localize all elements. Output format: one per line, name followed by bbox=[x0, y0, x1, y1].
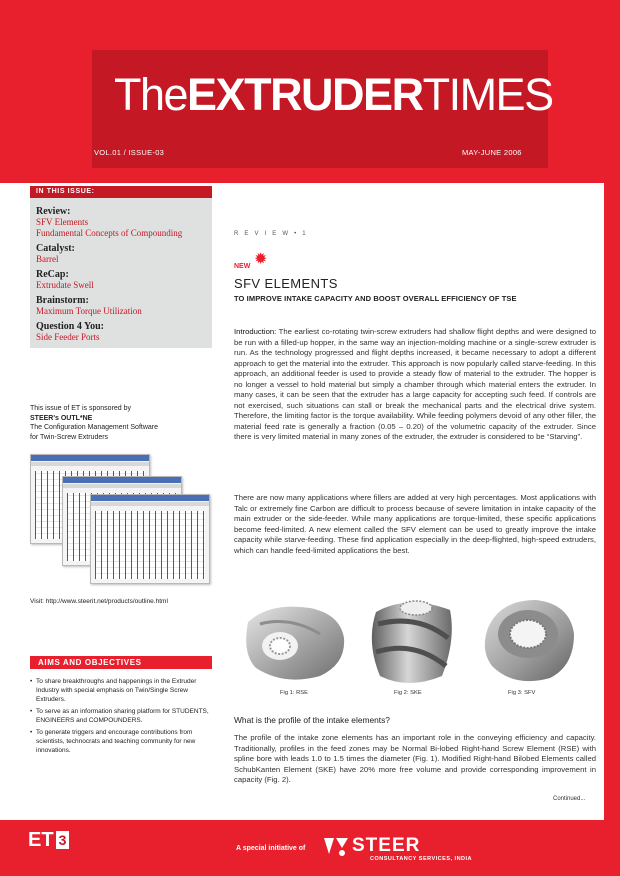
section-subheading: What is the profile of the intake elements? bbox=[234, 715, 390, 725]
ske-element-image bbox=[358, 594, 468, 686]
sponsor-url[interactable]: Visit: http://www.steerit.net/products/outline.html bbox=[30, 598, 168, 605]
article-subtitle: TO IMPROVE INTAKE CAPACITY AND BOOST OVERALL EFFICIENCY OF TSE bbox=[234, 294, 517, 303]
in-this-issue-heading: IN THIS ISSUE: bbox=[30, 186, 212, 198]
intro-paragraph: Introduction: The earliest co-rotating twin-screw extruders had shallow flight depths and were designed to be run with a filled-up hopper, in the same way an injection-molding machine or a single-screw extruder is run. As the technology progressed and flight depths increased, it became necessary to adopt a different approach to get the material into the extruder. This approach is now popularly called starve-feeding. In this approach, an additional feeder is used to provide a steady flow of material to the extruder. The hopper is no longer a vessel to hold material but simply a chamber through which material enters the extruder. In many cases, it can be seen that the extruder has a large capacity for accepting such feed. If controls are not exercised, such situations can stall or break the mechanical parts and the electrical drive system. Therefore, the limiting factor is the torque availability. While feeding polymers devoid of any other filler, the material feed rate is generally a fraction (0.05 – 0.20) of the volumetric capacity of the extruder. Since there is very limited material in many zones of the extruder, the extruder is considered to be “Starving”. bbox=[234, 327, 596, 441]
body-paragraph: There are now many applications where fillers are added at very high percentages. Most applications with Talc or extremely fine Carbon are difficult to process because of severe limitation in intake capacity of the main extruder or the side-feeder. While many applications are torque-limited, these specific applications become feed-limited. A new element called the SFV element can be used to greatly improve the intake capacity while starve-feeding. These find application especially in the deep-flighted, high-speed extruders, which can handle feed-limited applications the best. bbox=[234, 493, 596, 555]
right-red-strip bbox=[604, 183, 620, 820]
new-label: NEW bbox=[234, 263, 251, 270]
software-screenshot bbox=[90, 494, 210, 584]
footer-band bbox=[0, 820, 620, 876]
list-item: • To generate triggers and encourage contributions from scientists, technocrats and teaching community for new innovations. bbox=[30, 728, 212, 755]
steer-wordmark: STEER bbox=[352, 835, 421, 856]
issue-link[interactable]: Extrudate Swell bbox=[36, 280, 94, 290]
issue-link[interactable]: Fundamental Concepts of Compounding bbox=[36, 228, 183, 238]
in-this-issue-panel bbox=[30, 198, 212, 348]
issue-link[interactable]: SFV Elements bbox=[36, 217, 89, 227]
issue-link[interactable]: Side Feeder Ports bbox=[36, 332, 100, 342]
sfv-element-image bbox=[474, 594, 584, 686]
figure-caption: Fig 3: SFV bbox=[508, 690, 536, 696]
continued-label: Continued... bbox=[553, 796, 586, 802]
starburst-icon: ✹ bbox=[254, 251, 268, 268]
et-logo: ET 3 bbox=[28, 830, 69, 850]
figure-caption: Fig 1: RSE bbox=[280, 690, 309, 696]
issue-section-catalyst: Catalyst: Barrel bbox=[36, 243, 212, 265]
issue-section-recap: ReCap: Extrudate Swell bbox=[36, 269, 212, 291]
sponsor-brand: STEER's OUTL*NE bbox=[30, 414, 93, 422]
issue-date: MAY-JUNE 2006 bbox=[462, 148, 522, 157]
section-kicker: R E V I E W • 1 bbox=[234, 231, 308, 237]
initiative-text: A special initiative of bbox=[236, 845, 306, 852]
list-item: • To share breakthroughs and happenings in the Extruder Industry with special emphasis on Twin/Single Screw Extruders. bbox=[30, 677, 212, 704]
aims-list bbox=[30, 677, 212, 758]
software-screenshots bbox=[30, 454, 210, 586]
issue-section-review: Review: SFV Elements Fundamental Concepts of Compounding bbox=[36, 206, 212, 239]
issue-section-brainstorm: Brainstorm: Maximum Torque Utilization bbox=[36, 295, 212, 317]
article-title: SFV ELEMENTS bbox=[234, 276, 338, 291]
issue-section-question: Question 4 You: Side Feeder Ports bbox=[36, 321, 212, 343]
body-paragraph: The profile of the intake zone elements has an important role in the conveying efficiency and capacity. Traditionally, profiles in the feed zones may be Normal Bi-lobed Right-hand Screw Element (RSE) with spline bore with leads 1.0 to 1.5 times the diameter (Fig. 1). Modified Right-hand Bilobed Elements called SchubKanten Element (SKE) have 20% more free volume and provide corresponding improvement in capacity (Fig. 2). bbox=[234, 733, 596, 784]
issue-number: VOL.01 / ISSUE-03 bbox=[94, 148, 165, 157]
steer-logo-icon bbox=[322, 834, 350, 858]
company-subtitle: CONSULTANCY SERVICES, INDIA bbox=[370, 856, 473, 862]
list-item: • To serve as an information sharing platform for STUDENTS, ENGINEERS and COMPOUNDERS. bbox=[30, 707, 212, 725]
aims-heading: AIMS AND OBJECTIVES bbox=[30, 656, 212, 669]
sponsor-block: This issue of ET is sponsored by STEER's OUTL*NE The Configuration Management Software for Twin-Screw Extruders bbox=[30, 404, 212, 442]
issue-link[interactable]: Maximum Torque Utilization bbox=[36, 306, 142, 316]
rse-element-image bbox=[240, 594, 350, 686]
figure-caption: Fig 2: SKE bbox=[394, 690, 422, 696]
newsletter-title: TheEXTRUDERTIMES bbox=[114, 69, 553, 120]
issue-link[interactable]: Barrel bbox=[36, 254, 59, 264]
